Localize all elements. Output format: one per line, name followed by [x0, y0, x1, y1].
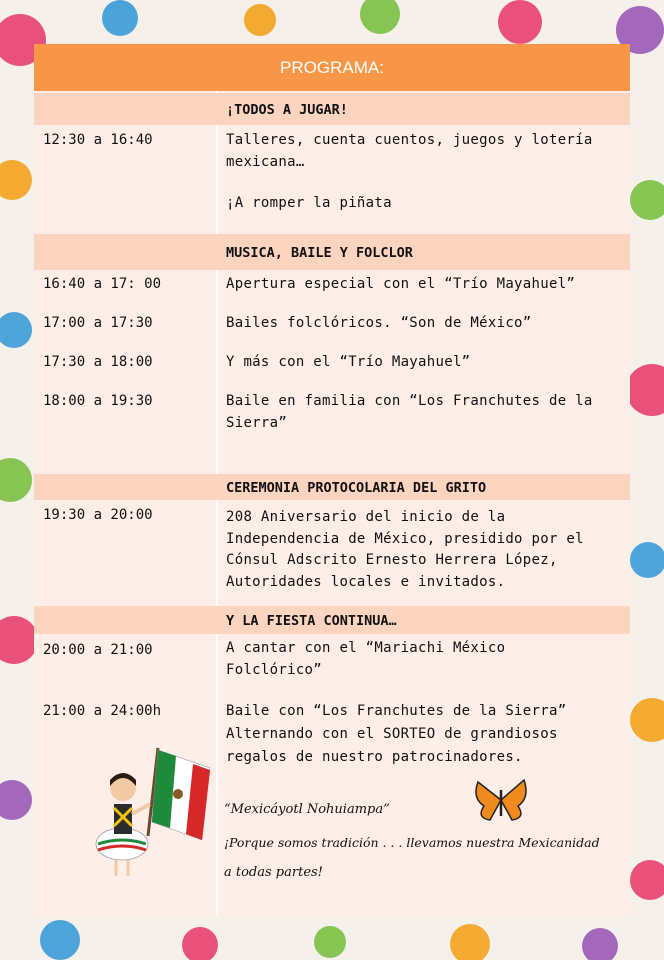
desc-cell: Y más con el “Trío Mayahuel”: [226, 354, 471, 370]
desc-cell: Bailes folclóricos. “Son de México”: [226, 315, 532, 331]
time-cell: 19:30 a 20:00: [43, 507, 153, 523]
girl-with-mexican-flag-illustration: [90, 744, 220, 884]
section-title: CEREMONIA PROTOCOLARIA DEL GRITO: [226, 480, 487, 496]
closing-motto: “Mexicáyotl Nohuiampa”: [224, 802, 390, 817]
time-cell: 20:00 a 21:00: [43, 642, 153, 658]
closing-line: a todas partes!: [224, 865, 323, 880]
program-card: [34, 44, 630, 916]
section-header: [34, 93, 630, 125]
monarch-butterfly-icon: [472, 776, 530, 824]
section-header: [34, 234, 630, 270]
closing-line: ¡Porque somos tradición . . . llevamos nuestra Mexicanidad: [224, 835, 600, 850]
time-cell: 18:00 a 19:30: [43, 393, 153, 409]
desc-cell: Talleres, cuenta cuentos, juegos y lotería mexicana…: [226, 132, 593, 170]
desc-cell: Baile en familia con “Los Franchutes de la Sierra”: [226, 393, 593, 431]
time-cell: 17:00 a 17:30: [43, 315, 153, 331]
time-cell: 21:00 a 24:00h: [43, 703, 162, 719]
section-header: [34, 606, 630, 634]
desc-cell: Baile con “Los Franchutes de la Sierra” Alternando con el SORTEO de grandiosos regalos de nuestro patrocinadores.: [226, 703, 567, 765]
section-title: ¡TODOS A JUGAR!: [226, 102, 348, 118]
desc-cell: 208 Aniversario del inicio de la Independencia de México, presidido por el Cónsul Adscrito Ernesto Herrera López, Autoridades locales e invitados.: [226, 509, 584, 590]
desc-cell: Apertura especial con el “Trío Mayahuel”: [226, 276, 576, 292]
desc-cell: A cantar con el “Mariachi México Folclórico”: [226, 640, 506, 678]
section-title: MUSICA, BAILE Y FOLCLOR: [226, 245, 413, 261]
program-title: PROGRAMA:: [34, 44, 630, 91]
section-title: Y LA FIESTA CONTINUA…: [226, 613, 397, 629]
time-cell: 16:40 a 17: 00: [43, 276, 162, 292]
section-header: [34, 474, 630, 500]
time-cell: 12:30 a 16:40: [43, 132, 153, 148]
desc-cell: ¡A romper la piñata: [226, 195, 392, 211]
time-cell: 17:30 a 18:00: [43, 354, 153, 370]
